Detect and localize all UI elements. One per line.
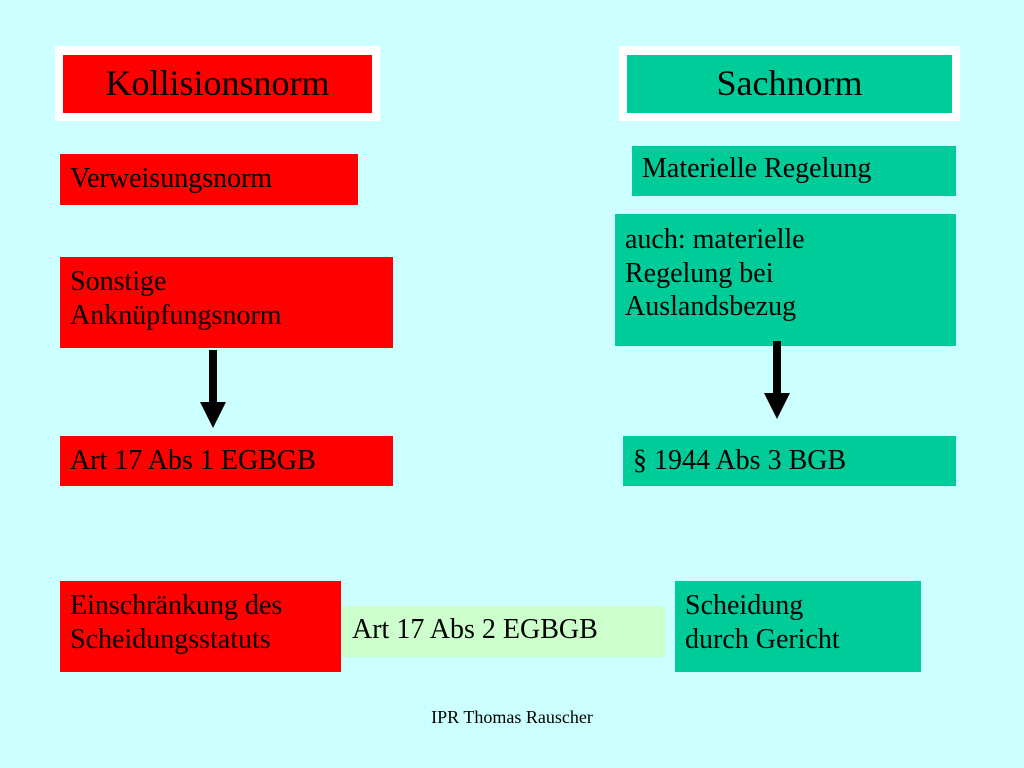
scheidung-gericht-box	[675, 581, 921, 672]
art17-abs2-box	[342, 606, 665, 657]
bgb-1944-text: § 1944 Abs 3 BGB	[633, 445, 847, 476]
left-down-arrow	[200, 350, 226, 428]
kollisionsnorm-title-text: Kollisionsnorm	[105, 63, 330, 104]
scheidungsstatut-box	[60, 581, 341, 672]
sachnorm-title	[627, 55, 952, 113]
anknuepfungsnorm-line-2: Anknüpfungsnorm	[70, 299, 282, 331]
verweisungsnorm-text: Verweisungsnorm	[70, 163, 273, 194]
art17-abs1-box	[60, 436, 393, 486]
footer-author: IPR Thomas Rauscher	[431, 707, 593, 727]
scheidungsstatut-line-1: Einschränkung des	[70, 590, 283, 621]
bgb-1944-box	[623, 436, 956, 486]
anknuepfungsnorm-box	[60, 257, 393, 348]
art17-abs2-text: Art 17 Abs 2 EGBGB	[352, 614, 598, 645]
art17-abs1-text: Art 17 Abs 1 EGBGB	[70, 445, 316, 476]
materielle-regelung-text: Materielle Regelung	[642, 153, 872, 184]
anknuepfungsnorm-line-1: Sonstige	[70, 266, 167, 297]
scheidungsstatut-line-2: Scheidungsstatuts	[70, 623, 271, 655]
auslandsbezug-line-3: Auslandsbezug	[625, 291, 797, 323]
verweisungsnorm-box	[60, 154, 358, 205]
scheidung-gericht-line-1: Scheidung	[685, 590, 804, 621]
sachnorm-title-text: Sachnorm	[716, 63, 863, 104]
auslandsbezug-line-1: auch: materielle	[625, 224, 805, 255]
kollisionsnorm-title	[63, 55, 372, 113]
scheidung-gericht-line-2: durch Gericht	[685, 623, 840, 655]
materielle-regelung-box	[632, 146, 956, 196]
auslandsbezug-box	[615, 214, 956, 346]
right-down-arrow	[764, 341, 790, 419]
auslandsbezug-line-2: Regelung bei	[625, 257, 774, 289]
